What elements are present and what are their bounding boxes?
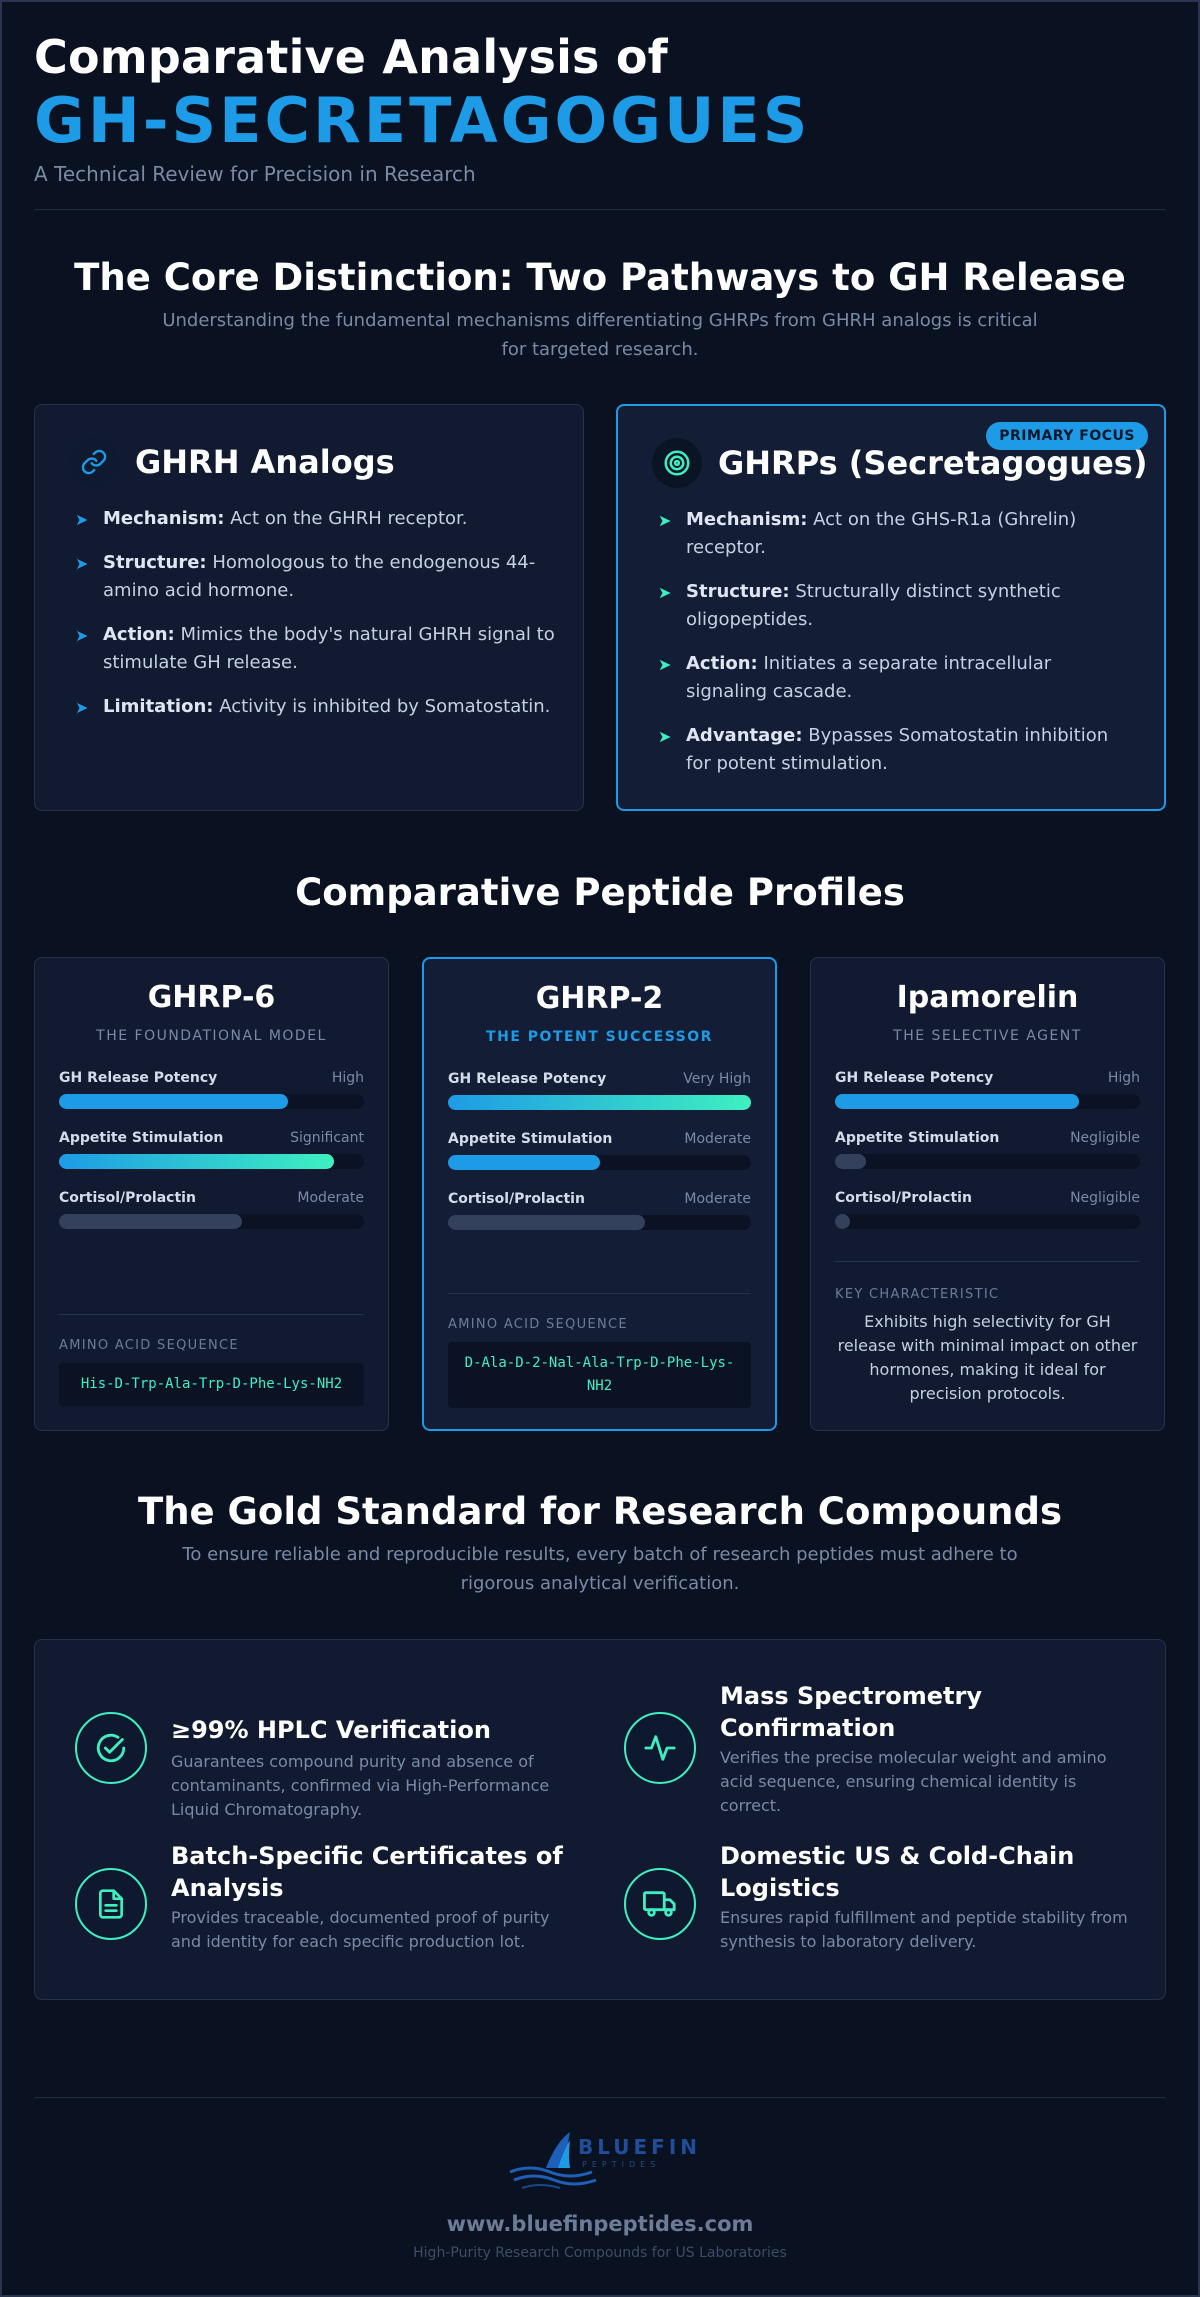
metric-gh-release-potency: GH Release Potency Very High [448, 1071, 751, 1087]
link-icon [69, 437, 119, 487]
document-icon [75, 1868, 147, 1940]
arrow-icon: ➤ [75, 554, 89, 573]
ghrps-feature-list [658, 506, 1136, 794]
level-bar-fill [59, 1094, 288, 1109]
level-bar-track [59, 1214, 364, 1229]
standard-description: Guarantees compound purity and absence of contaminants, confirmed via High-Performance Liquid Chromatography. [171, 1752, 550, 1819]
target-icon [652, 438, 702, 488]
peptide-name: GHRP-6 [147, 980, 276, 1015]
arrow-icon: ➤ [75, 510, 89, 529]
website-url[interactable]: www.bluefinpeptides.com [446, 2212, 754, 2236]
section-label: AMINO ACID SEQUENCE [59, 1338, 239, 1353]
title-line-1: Comparative Analysis of [34, 30, 668, 84]
arrow-icon: ➤ [75, 698, 89, 717]
level-bar-fill [835, 1094, 1079, 1109]
standard-description: Verifies the precise molecular weight and amino acid sequence, ensuring chemical identity is correct. [720, 1748, 1107, 1815]
level-bar-fill [59, 1154, 334, 1169]
level-bar-fill [448, 1095, 751, 1110]
peptide-tagline: THE SELECTIVE AGENT [893, 1028, 1082, 1044]
ghrh-analogs-card [34, 404, 584, 811]
footer-tagline: High-Purity Research Compounds for US Laboratories [413, 2245, 787, 2261]
arrow-icon: ➤ [75, 626, 89, 645]
core-section-description: Understanding the fundamental mechanisms differentiating GHRPs from GHRH analogs is critical for targeted research. [162, 310, 1038, 360]
standard-title: ≥99% HPLC Verification [171, 1716, 491, 1744]
level-bar-fill [448, 1155, 600, 1170]
card-divider [835, 1261, 1140, 1262]
standard-title: Mass Spectrometry Confirmation [720, 1682, 983, 1742]
card-divider [59, 1314, 364, 1315]
metric-gh-release-potency: GH Release Potency High [59, 1070, 364, 1086]
check-circle-icon [75, 1712, 147, 1784]
primary-focus-badge: PRIMARY FOCUS [986, 422, 1148, 450]
header [34, 28, 1166, 186]
section-label: AMINO ACID SEQUENCE [448, 1317, 628, 1332]
metric-appetite-stimulation: Appetite Stimulation Moderate [448, 1131, 751, 1147]
page-subtitle: A Technical Review for Precision in Research [34, 162, 476, 186]
title-line-2: GH-SECRETAGOGUES [34, 84, 811, 157]
level-bar-track [835, 1214, 1140, 1229]
metric-appetite-stimulation: Appetite Stimulation Negligible [835, 1130, 1140, 1146]
level-bar-track [448, 1215, 751, 1230]
ghrh-feature-list [75, 505, 555, 737]
list-item: ➤ Limitation: Activity is inhibited by Somatostatin. [75, 693, 555, 721]
metric-cortisol-prolactin: Cortisol/Prolactin Moderate [59, 1190, 364, 1206]
list-item: ➤ Mechanism: Act on the GHS-R1a (Ghrelin) receptor. [658, 509, 1077, 558]
header-divider [34, 209, 1166, 210]
peptide-tagline: THE FOUNDATIONAL MODEL [96, 1028, 327, 1044]
level-bar-fill [835, 1154, 866, 1169]
amino-acid-sequence: D-Ala-D-2-Nal-Ala-Trp-D-Phe-Lys-NH2 [448, 1342, 751, 1408]
amino-acid-sequence: His-D-Trp-Ala-Trp-D-Phe-Lys-NH2 [59, 1363, 364, 1406]
metric-cortisol-prolactin: Cortisol/Prolactin Negligible [835, 1190, 1140, 1206]
profiles-section-title: Comparative Peptide Profiles [295, 871, 905, 914]
level-bar-fill [835, 1214, 850, 1229]
standard-title: Domestic US & Cold-Chain Logistics [720, 1842, 1075, 1902]
ghrh-card-title: GHRH Analogs [135, 443, 395, 481]
list-item: ➤ Structure: Structurally distinct synthetic oligopeptides. [658, 581, 1061, 630]
metric-cortisol-prolactin: Cortisol/Prolactin Moderate [448, 1191, 751, 1207]
truck-icon [624, 1868, 696, 1940]
core-section-title: The Core Distinction: Two Pathways to GH Release [74, 256, 1126, 299]
pulse-icon [624, 1712, 696, 1784]
standard-description: Provides traceable, documented proof of purity and identity for each specific production lot. [171, 1908, 550, 1951]
metric-gh-release-potency: GH Release Potency High [835, 1070, 1140, 1086]
level-bar-track [59, 1154, 364, 1169]
peptide-tagline: THE POTENT SUCCESSOR [486, 1029, 713, 1045]
key-characteristic-text: Exhibits high selectivity for GH release with minimal impact on other hormones, making it ideal for precision protocols. [837, 1312, 1138, 1403]
level-bar-track [448, 1095, 751, 1110]
standards-panel [34, 1639, 1166, 2000]
arrow-icon: ➤ [658, 511, 672, 530]
level-bar-track [59, 1094, 364, 1109]
level-bar-fill [59, 1214, 242, 1229]
standard-title: Batch-Specific Certificates of Analysis [171, 1842, 563, 1902]
level-bar-track [448, 1155, 751, 1170]
standards-section-title: The Gold Standard for Research Compounds [137, 1490, 1063, 1533]
peptide-card-ghrp-6 [34, 957, 389, 1431]
card-divider [448, 1293, 751, 1294]
list-item: ➤ Advantage: Bypasses Somatostatin inhibition for potent stimulation. [658, 725, 1109, 774]
list-item: ➤ Mechanism: Act on the GHRH receptor. [75, 505, 555, 533]
arrow-icon: ➤ [658, 655, 672, 674]
list-item: ➤ Structure: Homologous to the endogenous 44-amino acid hormone. [75, 552, 536, 601]
logo-wordmark: BLUEFIN [578, 2135, 702, 2159]
level-bar-fill [448, 1215, 645, 1230]
peptide-card-ghrp-2 [422, 957, 777, 1431]
ghrps-card [616, 404, 1166, 811]
metric-appetite-stimulation: Appetite Stimulation Significant [59, 1130, 364, 1146]
arrow-icon: ➤ [658, 583, 672, 602]
logo-subtitle: PEPTIDES [582, 2160, 661, 2169]
ghrps-card-title: GHRPs (Secretagogues) [718, 444, 1148, 482]
level-bar-track [835, 1154, 1140, 1169]
peptide-card-ipamorelin [810, 957, 1165, 1431]
peptide-name: GHRP-2 [535, 981, 664, 1016]
footer-divider [34, 2097, 1166, 2098]
standards-section-description: To ensure reliable and reproducible results, every batch of research peptides must adhere to rigorous analytical verification. [182, 1544, 1018, 1594]
level-bar-track [835, 1094, 1140, 1109]
section-label: KEY CHARACTERISTIC [835, 1287, 1000, 1302]
peptide-name: Ipamorelin [896, 980, 1079, 1015]
arrow-icon: ➤ [658, 727, 672, 746]
standard-description: Ensures rapid fulfillment and peptide stability from synthesis to laboratory delivery. [720, 1908, 1128, 1951]
list-item: ➤ Action: Mimics the body's natural GHRH signal to stimulate GH release. [75, 624, 555, 673]
list-item: ➤ Action: Initiates a separate intracellular signaling cascade. [658, 653, 1052, 702]
